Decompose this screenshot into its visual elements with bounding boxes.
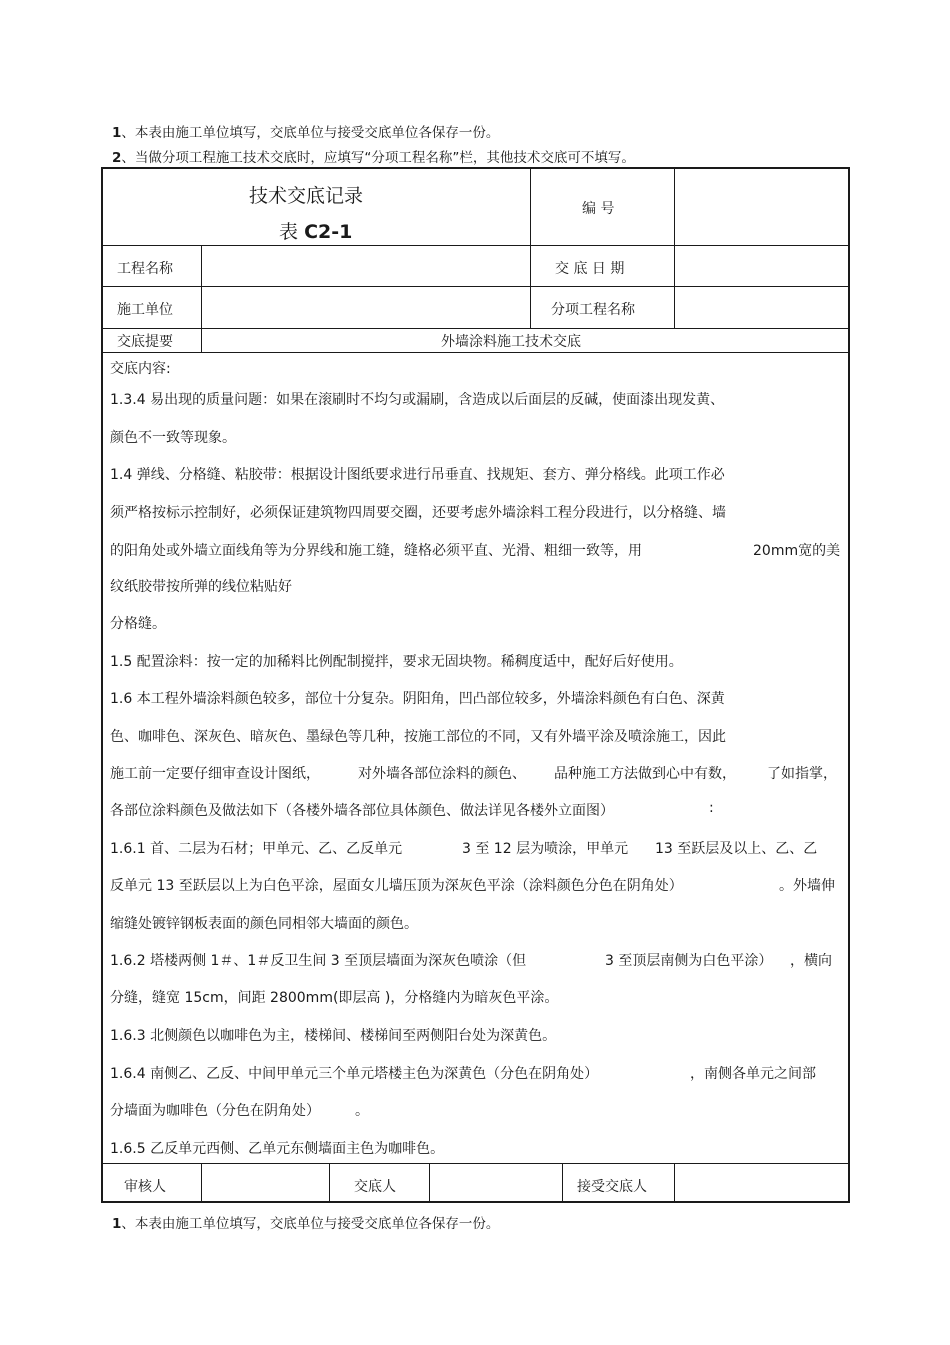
- receiver-field[interactable]: [677, 1166, 847, 1201]
- disclosure-form: [101, 167, 850, 1203]
- content-line: 1.6.5 乙反单元西侧、乙单元东侧墙面主色为咖啡色。: [110, 1141, 445, 1157]
- note-2-number: 2: [112, 150, 122, 166]
- content-segment: 。: [355, 1103, 369, 1119]
- content-line: 纹纸胶带按所弹的线位粘贴好: [110, 579, 292, 595]
- summary-value: 外墙涂料施工技术交底: [441, 334, 581, 350]
- content-segment: 各部位涂料颜色及做法如下（各楼外墙各部位具体颜色、做法详见各楼外立面图）: [110, 803, 614, 819]
- project-name-field[interactable]: [204, 248, 528, 284]
- content-segment: ，横向: [790, 953, 832, 969]
- content-line: 须严格按标示控制好，必须保证建筑物四周要交圈，还要考虑外墙涂料工程分段进行，以分格缝、墙: [110, 505, 726, 521]
- table-code: [279, 217, 352, 244]
- date-field[interactable]: [677, 248, 847, 284]
- content-segment: 分墙面为咖啡色（分色在阴角处）: [110, 1103, 320, 1119]
- content-segment: 。外墙伸: [779, 878, 835, 894]
- table-code-prefix: 表: [279, 221, 299, 243]
- content-line: 1.5 配置涂料：按一定的加稀料比例配制搅拌，要求无固块物。稀稠度适中，配好后好使用。: [110, 654, 683, 670]
- note-bottom-text: 、本表由施工单位填写，交底单位与接受交底单位各保存一份。: [121, 1216, 500, 1232]
- content-line: 1.4 弹线、分格缝、粘胶带：根据设计图纸要求进行吊垂直、找规矩、套方、弹分格线。此项工作必: [110, 467, 725, 483]
- discloser-label: 交底人: [354, 1179, 396, 1195]
- reviewer-label: 审核人: [124, 1179, 166, 1195]
- content-segment: 了如指掌，: [767, 766, 837, 782]
- content-line: 分缝，缝宽 15cm，间距 2800mm(即层高 )，分格缝内为暗灰色平涂。: [110, 990, 559, 1006]
- contractor-field[interactable]: [204, 289, 528, 326]
- content-segment: 13 至跃层及以上、乙、乙: [655, 841, 818, 857]
- receiver-label: 接受交底人: [577, 1179, 647, 1195]
- content-segment: 的阳角处或外墙立面线角等为分界线和施工缝，缝格必须平直、光滑、粗细一致等，用: [110, 543, 642, 559]
- subproject-field[interactable]: [677, 289, 847, 326]
- content-segment: 3 至 12 层为喷涂，甲单元: [462, 841, 629, 857]
- table-code-number: C2-1: [304, 221, 353, 243]
- note-1-number: 1: [112, 125, 122, 141]
- content-segment: ，南侧各单元之间部: [690, 1066, 816, 1082]
- content-segment: 1.6.4 南侧乙、乙反、中间甲单元三个单元塔楼主色为深黄色（分色在阴角处）: [110, 1066, 599, 1082]
- summary-label: 交底提要: [117, 334, 173, 350]
- subproject-label: 分项工程名称: [551, 302, 635, 318]
- content-segment: 3 至顶层南侧为白色平涂）: [605, 953, 773, 969]
- content-line: 1.6 本工程外墙涂料颜色较多，部位十分复杂。阴阳角，凹凸部位较多，外墙涂料颜色有白色、深黄: [110, 691, 725, 707]
- content-line: 1.6.3 北侧颜色以咖啡色为主，楼梯间、楼梯间至两侧阳台处为深黄色。: [110, 1028, 557, 1044]
- content-line: 颜色不一致等现象。: [110, 430, 236, 446]
- project-name-label: 工程名称: [117, 261, 173, 277]
- content-line: 色、咖啡色、深灰色、暗灰色、墨绿色等几种，按施工部位的不同，又有外墙平涂及喷涂施工，因此: [110, 729, 726, 745]
- content-segment: 反单元 13 至跃层以上为白色平涂，屋面女儿墙压顶为深灰色平涂（涂料颜色分色在阴角处）: [110, 878, 683, 894]
- contractor-label: 施工单位: [117, 302, 173, 318]
- content-segment: 对外墙各部位涂料的颜色、: [358, 766, 526, 782]
- note-bottom-number: 1: [112, 1216, 122, 1232]
- discloser-field[interactable]: [432, 1166, 560, 1201]
- number-field[interactable]: [677, 171, 847, 243]
- content-line: 1.3.4 易出现的质量问题：如果在滚刷时不均匀或漏刷，含造成以后面层的反碱，使面漆出现发黄、: [110, 392, 725, 408]
- content-segment: 品种施工方法做到心中有数，: [554, 766, 736, 782]
- content-segment: 20mm宽的美: [753, 543, 841, 559]
- content-segment: 1.6.1 首、二层为石材；甲单元、乙、乙反单元: [110, 841, 403, 857]
- number-label: 编 号: [582, 201, 615, 217]
- note-2: [112, 146, 635, 166]
- content-line: 缩缝处镀锌钢板表面的颜色同相邻大墙面的颜色。: [110, 916, 418, 932]
- note-bottom: [112, 1212, 499, 1232]
- note-1-text: 、本表由施工单位填写，交底单位与接受交底单位各保存一份。: [121, 125, 500, 141]
- content-heading: 交底内容:: [110, 361, 171, 377]
- content-segment: :: [709, 800, 714, 816]
- content-line: 分格缝。: [110, 616, 166, 632]
- date-label: 交 底 日 期: [555, 261, 625, 277]
- content-segment: 1.6.2 塔楼两侧 1＃、1＃反卫生间 3 至顶层墙面为深灰色喷涂（但: [110, 953, 527, 969]
- form-title: 技术交底记录: [249, 185, 364, 207]
- note-2-text: 、当做分项工程施工技术交底时，应填写“分项工程名称”栏，其他技术交底可不填写。: [121, 150, 635, 166]
- reviewer-field[interactable]: [204, 1166, 327, 1201]
- note-1: [112, 121, 499, 141]
- content-segment: 施工前一定要仔细审查设计图纸，: [110, 766, 320, 782]
